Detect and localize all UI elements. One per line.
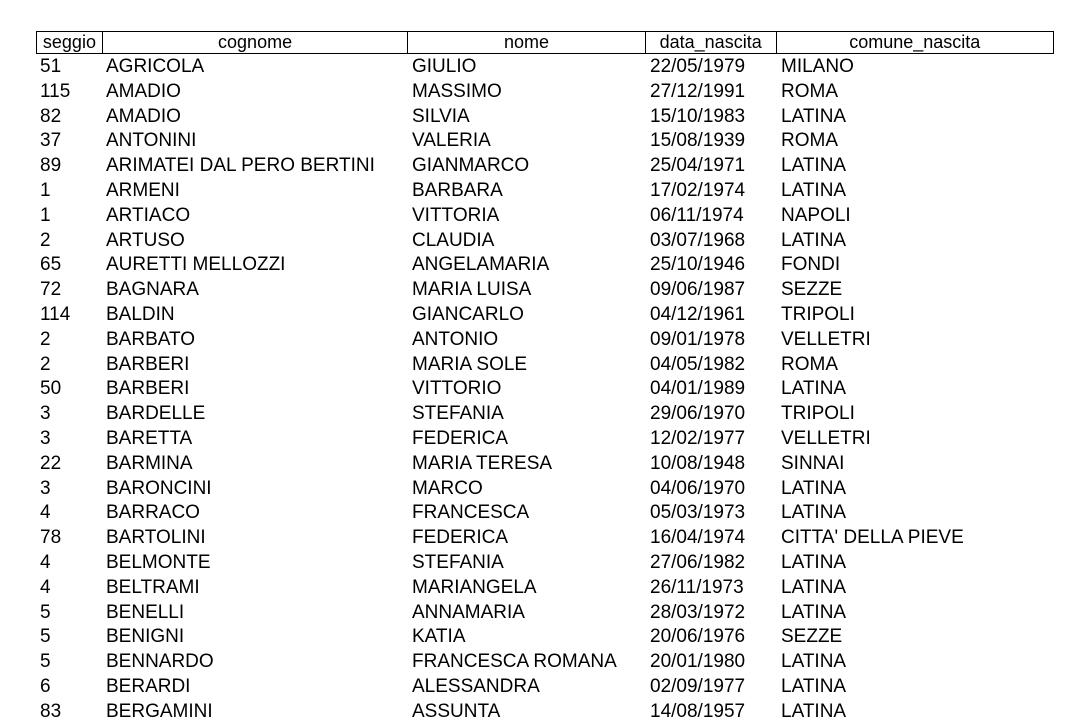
cell-cognome: BALDIN [106,303,175,325]
cell-data-nascita: 16/04/1974 [650,527,746,549]
cell-nome: MARIA TERESA [412,452,553,474]
cell-nome: ALESSANDRA [412,675,540,697]
cell-seggio: 37 [40,130,62,152]
cell-cognome: BARMINA [106,452,193,474]
cell-comune-nascita: LATINA [781,229,847,251]
cell-data-nascita: 22/05/1979 [650,56,746,77]
cell-comune-nascita: ROMA [781,80,838,102]
table-row [36,129,1054,154]
cell-cognome: BENELLI [106,601,185,623]
cell-comune-nascita: LATINA [781,576,847,598]
cell-comune-nascita: LATINA [781,155,847,177]
table-row [36,576,1054,601]
cell-cognome: ARTIACO [106,204,191,226]
cell-seggio: 2 [40,229,51,251]
cell-seggio: 5 [40,651,51,673]
cell-nome: ANGELAMARIA [412,254,550,276]
cell-nome: FRANCESCA [412,502,530,524]
cell-data-nascita: 27/12/1991 [650,80,746,102]
table-row [36,625,1054,650]
cell-nome: KATIA [412,626,466,648]
cell-data-nascita: 05/03/1973 [650,502,746,524]
cell-comune-nascita: LATINA [781,551,847,573]
table-row [36,229,1054,254]
cell-data-nascita: 15/08/1939 [650,130,746,152]
table-row [36,278,1054,303]
header-data-nascita: data_nascita [646,32,777,53]
cell-comune-nascita: LATINA [781,477,847,499]
cell-seggio: 5 [40,626,51,648]
cell-nome: BARBARA [412,179,503,201]
table-row [36,55,1054,80]
cell-nome: GIANCARLO [412,303,524,325]
cell-nome: GIULIO [412,56,477,77]
cell-comune-nascita: TRIPOLI [781,303,855,325]
cell-nome: MARCO [412,477,483,499]
cell-comune-nascita: LATINA [781,502,847,524]
cell-data-nascita: 15/10/1983 [650,105,746,127]
cell-cognome: AMADIO [106,105,181,127]
cell-data-nascita: 25/04/1971 [650,155,746,177]
header-cognome: cognome [103,32,408,53]
cell-data-nascita: 04/06/1970 [650,477,746,499]
cell-seggio: 3 [40,403,51,425]
table-row [36,402,1054,427]
cell-nome: VITTORIO [412,378,502,400]
cell-seggio: 72 [40,279,62,301]
cell-data-nascita: 17/02/1974 [650,179,746,201]
cell-seggio: 65 [40,254,62,276]
table-row [36,204,1054,229]
cell-seggio: 4 [40,576,51,598]
cell-seggio: 78 [40,527,62,549]
cell-data-nascita: 25/10/1946 [650,254,746,276]
cell-cognome: ANTONINI [106,130,197,152]
cell-comune-nascita: VELLETRI [781,328,871,350]
cell-comune-nascita: TRIPOLI [781,403,855,425]
cell-cognome: BARRACO [106,502,200,524]
cell-seggio: 114 [40,303,71,325]
cell-nome: ANNAMARIA [412,601,525,623]
table-row [36,105,1054,130]
table-row [36,700,1054,725]
cell-nome: ANTONIO [412,328,499,350]
cell-data-nascita: 26/11/1973 [650,576,744,598]
cell-nome: GIANMARCO [412,155,530,177]
table-row [36,452,1054,477]
table-row [36,179,1054,204]
cell-comune-nascita: SINNAI [781,452,845,474]
cell-data-nascita: 04/01/1989 [650,378,746,400]
cell-cognome: BAGNARA [106,279,199,301]
document-table [36,31,1054,725]
cell-nome: STEFANIA [412,551,504,573]
cell-comune-nascita: SEZZE [781,626,843,648]
cell-data-nascita: 09/06/1987 [650,279,746,301]
cell-seggio: 3 [40,427,51,449]
table-row [36,80,1054,105]
cell-comune-nascita: SEZZE [781,279,843,301]
cell-cognome: BENIGNI [106,626,185,648]
cell-seggio: 115 [40,80,71,102]
cell-data-nascita: 02/09/1977 [650,675,746,697]
cell-comune-nascita: FONDI [781,254,841,276]
cell-cognome: ARIMATEI DAL PERO BERTINI [106,155,375,177]
table-header [36,31,1054,54]
cell-data-nascita: 20/01/1980 [650,651,746,673]
cell-nome: SILVIA [412,105,470,127]
cell-comune-nascita: ROMA [781,130,838,152]
cell-data-nascita: 04/05/1982 [650,353,746,375]
cell-data-nascita: 06/11/1974 [650,204,744,226]
table-row [36,377,1054,402]
cell-cognome: BELTRAMI [106,576,200,598]
cell-nome: MARIA SOLE [412,353,528,375]
cell-nome: FEDERICA [412,527,509,549]
cell-cognome: BARBERI [106,378,190,400]
cell-data-nascita: 09/01/1978 [650,328,746,350]
cell-comune-nascita: LATINA [781,378,847,400]
cell-seggio: 83 [40,700,62,722]
cell-seggio: 1 [40,179,51,201]
cell-comune-nascita: LATINA [781,700,847,722]
cell-cognome: BERARDI [106,675,191,697]
table-row [36,551,1054,576]
cell-cognome: AMADIO [106,80,181,102]
cell-cognome: ARMENI [106,179,180,201]
table-row [36,154,1054,179]
cell-seggio: 1 [40,204,51,226]
table-body [36,55,1054,725]
table-row [36,526,1054,551]
cell-data-nascita: 14/08/1957 [650,700,746,722]
cell-seggio: 2 [40,353,51,375]
cell-nome: MASSIMO [412,80,502,102]
cell-nome: STEFANIA [412,403,504,425]
cell-seggio: 51 [40,56,62,77]
cell-cognome: AGRICOLA [106,56,205,77]
table-row [36,501,1054,526]
table-row [36,303,1054,328]
cell-comune-nascita: ROMA [781,353,838,375]
cell-comune-nascita: NAPOLI [781,204,851,226]
cell-nome: FEDERICA [412,427,509,449]
header-nome: nome [408,32,646,53]
cell-data-nascita: 29/06/1970 [650,403,746,425]
cell-nome: MARIANGELA [412,576,537,598]
table-row [36,675,1054,700]
cell-cognome: BARETTA [106,427,193,449]
cell-data-nascita: 28/03/1972 [650,601,746,623]
cell-data-nascita: 20/06/1976 [650,626,746,648]
cell-seggio: 4 [40,551,51,573]
cell-cognome: BENNARDO [106,651,214,673]
table-row [36,427,1054,452]
cell-nome: VALERIA [412,130,491,152]
cell-nome: ASSUNTA [412,700,501,722]
cell-seggio: 22 [40,452,62,474]
table-row [36,328,1054,353]
cell-comune-nascita: LATINA [781,105,847,127]
cell-seggio: 4 [40,502,51,524]
cell-comune-nascita: CITTA' DELLA PIEVE [781,527,964,549]
cell-seggio: 89 [40,155,62,177]
cell-cognome: BARTOLINI [106,527,206,549]
cell-seggio: 82 [40,105,62,127]
cell-seggio: 5 [40,601,51,623]
cell-data-nascita: 27/06/1982 [650,551,746,573]
cell-nome: VITTORIA [412,204,500,226]
cell-cognome: BARDELLE [106,403,206,425]
cell-nome: FRANCESCA ROMANA [412,651,617,673]
cell-comune-nascita: LATINA [781,601,847,623]
cell-cognome: BARBATO [106,328,196,350]
cell-data-nascita: 10/08/1948 [650,452,746,474]
table-row [36,650,1054,675]
cell-cognome: BARONCINI [106,477,212,499]
cell-cognome: BARBERI [106,353,190,375]
cell-cognome: BELMONTE [106,551,211,573]
cell-cognome: BERGAMINI [106,700,213,722]
cell-seggio: 3 [40,477,51,499]
table-row [36,353,1054,378]
cell-seggio: 6 [40,675,51,697]
cell-data-nascita: 04/12/1961 [650,303,746,325]
cell-nome: MARIA LUISA [412,279,532,301]
cell-comune-nascita: LATINA [781,675,847,697]
cell-nome: CLAUDIA [412,229,495,251]
cell-comune-nascita: VELLETRI [781,427,871,449]
cell-cognome: ARTUSO [106,229,185,251]
cell-seggio: 2 [40,328,51,350]
cell-seggio: 50 [40,378,62,400]
cell-comune-nascita: MILANO [781,56,854,77]
cell-data-nascita: 03/07/1968 [650,229,746,251]
cell-cognome: AURETTI MELLOZZI [106,254,286,276]
table-row [36,477,1054,502]
cell-comune-nascita: LATINA [781,179,847,201]
table-row [36,601,1054,626]
cell-data-nascita: 12/02/1977 [650,427,746,449]
header-seggio: seggio [37,32,103,53]
cell-comune-nascita: LATINA [781,651,847,673]
header-comune-nascita: comune_nascita [849,32,981,52]
table-row [36,253,1054,278]
